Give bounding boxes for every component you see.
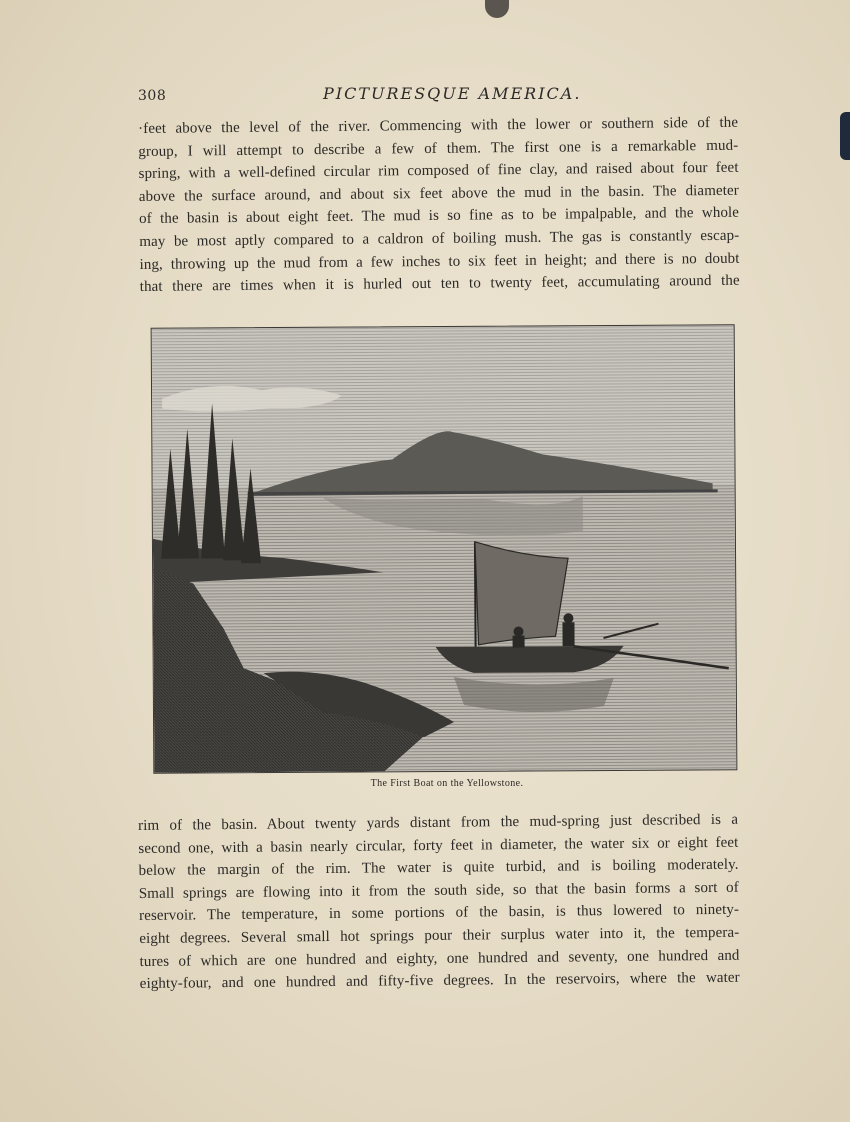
text-line: tures of which are one hundred and eighty, one hundred and seventy, one hundred and	[139, 947, 740, 970]
page-header	[138, 84, 738, 108]
text-line: Small springs are flowing into it from the south side, so that the basin forms a sort of	[138, 879, 739, 902]
text-line: rim of the basin. About twenty yards distant from the mud-spring just described is a	[138, 811, 739, 834]
text-line: of the basin is about eight feet. The mud is so fine as to be impalpable, and the whole	[138, 205, 740, 228]
text-line: eighty-four, and one hundred and fifty-five degrees. In the reservoirs, where the water	[139, 969, 740, 993]
text-line: reservoir. The temperature, in some portions of the basin, is thus lowered to ninety-	[138, 902, 740, 925]
text-line: below the margin of the rim. The water is quite turbid, and is boiling moderately.	[138, 856, 739, 880]
figure-caption: The First Boat on the Yellowstone.	[370, 778, 524, 789]
text-line: ·feet above the level of the river. Commencing with the lower or southern side of the	[138, 114, 739, 137]
text-line: that there are times when it is hurled out ten to twenty feet, accumulating around the	[139, 272, 740, 296]
text-line: eight degrees. Several small hot springs pour their surplus water into it, the tempera-	[139, 924, 740, 947]
page-edge-stain	[840, 112, 850, 160]
engraving-illustration	[151, 324, 738, 774]
binding-hole	[485, 0, 509, 18]
text-line: group, I will attempt to describe a few of them. The first one is a remarkable mud-	[138, 137, 739, 160]
text-line: ing, throwing up the mud from a few inches to six feet in height; and there is no doubt	[139, 250, 740, 273]
paragraph-bottom	[138, 809, 740, 996]
text-line: second one, with a basin nearly circular, forty feet in diameter, the water six or eight feet	[138, 834, 739, 857]
text-line: may be most aptly compared to a caldron of boiling mush. The gas is constantly escap-	[139, 227, 740, 250]
text-line: spring, with a well-defined circular rim composed of fine clay, and raised about four feet	[138, 159, 739, 183]
page-number: 308	[138, 88, 167, 104]
paragraph-top	[138, 112, 740, 299]
text-line: above the surface around, and about six feet above the mud in the basin. The diameter	[138, 182, 739, 205]
running-head: PICTURESQUE AMERICA.	[323, 84, 582, 103]
